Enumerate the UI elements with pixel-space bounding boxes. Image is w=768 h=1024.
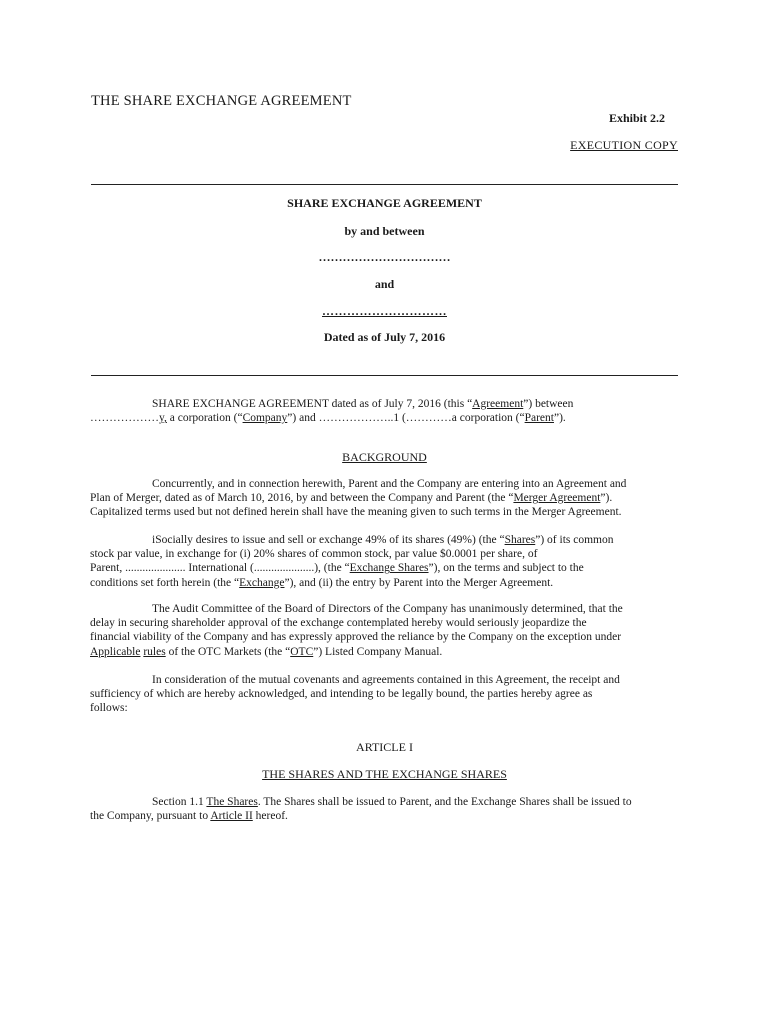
cover-party-two: ………………………… (322, 304, 447, 318)
document-title: THE SHARE EXCHANGE AGREEMENT (91, 93, 352, 109)
recital-paragraph-3: The Audit Committee of the Board of Directors of the Company has unanimously determined, that the delay in securing shareholder approval of the exchange contemplated hereby would seriously jeopardize the financial viability of the Company and has expressly approved the reliance by the Company on the exception under Applicable rules of the OTC Markets (the “OTC”) Listed Company Manual. (90, 603, 623, 658)
article-title: THE SHARES AND THE EXCHANGE SHARES (262, 767, 507, 781)
bottom-divider (91, 375, 678, 376)
cover-party-one: …………………………… (318, 250, 451, 264)
recital-paragraph-2: iSocially desires to issue and sell or exchange 49% of its shares (49%) (the “Shares”) of its common stock par value, in exchange for (i) 20% shares of common stock, par value $0.0001 per share, of Parent, ..................... International (.....................), (the “Exchange Shares”), on the terms and subject to the conditions set forth herein (the “Exchange”), and (ii) the entry by Parent into the Merger Agreement. (90, 534, 614, 589)
cover-and: and (374, 277, 395, 291)
recital-paragraph-4: In consideration of the mutual covenants and agreements contained in this Agreement, the receipt and sufficiency of which are hereby acknowledged, and intending to be legally bound, the parties hereby agree as follows: (90, 674, 620, 715)
background-heading: BACKGROUND (342, 450, 427, 464)
cover-dated: Dated as of July 7, 2016 (323, 330, 446, 344)
preamble-paragraph: SHARE EXCHANGE AGREEMENT dated as of July 7, 2016 (this “Agreement”) between ………………y, a corporation (“Company”) and ………………..1 (…………a corporation (“Parent”). (90, 398, 574, 425)
defined-term-shares: Shares (504, 534, 536, 546)
section-1-1: Section 1.1 The Shares. The Shares shall be issued to Parent, and the Exchange Shares shall be issued to the Company, pursuant to Article II hereof. (90, 796, 632, 823)
defined-term-agreement: Agreement (472, 398, 524, 410)
cover-by-between: by and between (344, 224, 425, 238)
recital-paragraph-1: Concurrently, and in connection herewith, Parent and the Company are entering into an Agreement and Plan of Merger, dated as of March 10, 2016, by and between the Company and Parent (the “Merger Agreement”). Capitalized terms used but not defined herein shall have the meaning given to such terms in the Merger Agreement. (90, 478, 627, 519)
defined-term-otc: OTC (290, 645, 314, 658)
defined-term-exchange-shares: Exchange Shares (349, 562, 429, 575)
execution-copy-label: EXECUTION COPY (570, 138, 678, 152)
defined-term-parent: Parent (524, 412, 554, 425)
article-ii-reference: Article II (210, 810, 253, 823)
article-number: ARTICLE I (356, 740, 413, 754)
defined-term-exchange: Exchange (239, 576, 285, 589)
top-divider (91, 184, 678, 185)
defined-term-merger-agreement: Merger Agreement (513, 492, 601, 505)
defined-term-company: Company (242, 412, 288, 425)
exhibit-label: Exhibit 2.2 (608, 111, 665, 125)
section-heading-the-shares: The Shares (206, 796, 258, 808)
cover-title: SHARE EXCHANGE AGREEMENT (287, 196, 482, 210)
